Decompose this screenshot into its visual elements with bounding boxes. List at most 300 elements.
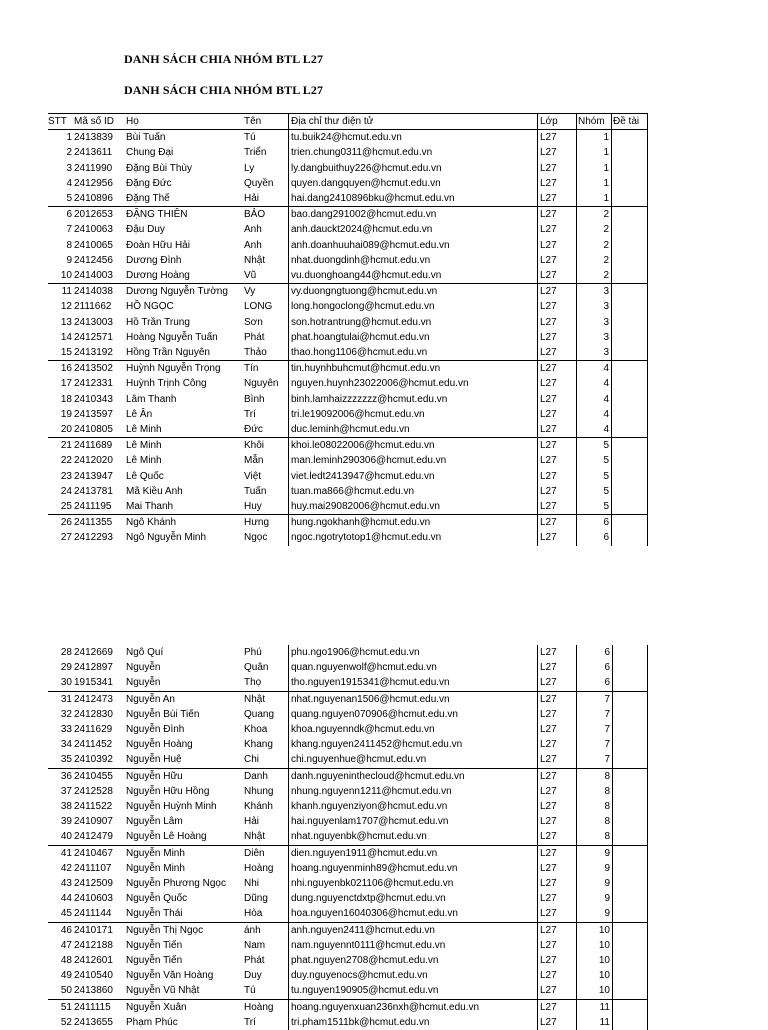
cell-email: nam.nguyennt0111@hcmut.edu.vn <box>289 938 538 953</box>
cell-ten: Vy <box>242 284 289 300</box>
cell-ten: Phát <box>244 955 265 967</box>
cell-email: khanh.nguyenziyon@hcmut.edu.vn <box>289 799 538 814</box>
table-row <box>48 330 648 345</box>
header-detai: Đề tài <box>612 114 648 130</box>
cell-ten: Nhật <box>244 831 266 843</box>
cell-id: 2411355 <box>72 515 124 531</box>
cell-ten: Vũ <box>244 270 257 282</box>
cell-detai <box>613 722 648 737</box>
cell-id: 2412571 <box>74 331 113 343</box>
cell-ten: Anh <box>244 224 262 236</box>
cell-id: 2411195 <box>74 501 112 513</box>
cell-stt: 13 <box>60 316 72 328</box>
table-row <box>48 861 648 876</box>
cell-stt: 16 <box>48 361 72 377</box>
cell-detai <box>613 675 648 691</box>
cell-email: phat.nguyen2708@hcmut.edu.vn <box>289 953 538 968</box>
cell-detai <box>612 515 648 531</box>
cell-lop: L27 <box>538 891 577 906</box>
cell-email: khoi.le08022006@hcmut.edu.vn <box>289 438 538 454</box>
cell-lop: L27 <box>538 361 577 377</box>
cell-nhom: 1 <box>577 145 612 160</box>
cell-lop: L27 <box>538 968 577 983</box>
cell-ho: HỒ NGỌC <box>126 301 174 313</box>
cell-id: 2413502 <box>72 361 124 377</box>
cell-detai <box>612 253 648 268</box>
cell-ho: Nguyễn <box>126 662 161 674</box>
header-ten: Tên <box>242 114 289 130</box>
cell-nhom: 9 <box>577 876 613 891</box>
cell-stt: 2 <box>66 147 72 159</box>
cell-ten: Nam <box>244 939 266 951</box>
cell-detai <box>613 752 648 768</box>
cell-lop: L27 <box>538 515 577 531</box>
cell-ho: Đặng Thế <box>126 193 170 205</box>
cell-email: hoang.nguyenxuan236nxh@hcmut.edu.vn <box>289 999 538 1015</box>
cell-ho: Lâm Thanh <box>126 393 177 405</box>
cell-ho: Lê Minh <box>126 455 162 467</box>
cell-ho: Nguyễn Thị Ngọc <box>124 922 242 938</box>
cell-ho: Nguyễn Văn Hoàng <box>126 970 214 982</box>
cell-lop: L27 <box>538 1015 577 1030</box>
cell-detai <box>612 392 648 407</box>
cell-email: danh.nguyeninthecloud@hcmut.edu.vn <box>289 768 538 784</box>
table-row <box>48 953 648 968</box>
cell-nhom: 5 <box>577 438 612 454</box>
table-row <box>48 675 648 691</box>
cell-id: 2410805 <box>74 424 113 436</box>
cell-nhom: 9 <box>577 861 613 876</box>
cell-ho: Nguyễn Hoàng <box>126 739 193 751</box>
table-row <box>48 968 648 983</box>
cell-stt: 3 <box>66 162 72 174</box>
cell-nhom: 9 <box>577 845 613 861</box>
cell-detai <box>612 438 648 454</box>
cell-lop: L27 <box>538 722 577 737</box>
cell-ten: Việt <box>244 470 262 482</box>
cell-ho: Ngô Quí <box>126 647 164 658</box>
cell-id: 2412456 <box>74 254 113 266</box>
cell-lop: L27 <box>538 268 577 284</box>
cell-id: 2413781 <box>74 485 113 497</box>
cell-nhom: 5 <box>577 469 612 484</box>
cell-ten: Nguyên <box>244 378 279 390</box>
cell-detai <box>613 1015 648 1030</box>
cell-email: anh.doanhuuhai089@hcmut.edu.vn <box>289 238 538 253</box>
cell-stt: 40 <box>60 831 72 843</box>
cell-detai <box>612 484 648 499</box>
cell-id: 2412956 <box>74 177 113 189</box>
cell-ho: Nguyễn Thái <box>126 908 183 920</box>
cell-email: hoa.nguyen16040306@hcmut.edu.vn <box>289 906 538 922</box>
cell-stt: 14 <box>60 331 72 343</box>
cell-ho: Hồ Trần Trung <box>126 316 190 328</box>
cell-ho: Ngô Khánh <box>124 515 242 531</box>
cell-stt: 4 <box>66 177 72 189</box>
cell-nhom: 5 <box>577 484 612 499</box>
cell-nhom: 2 <box>577 222 612 237</box>
header-id: Mã số ID <box>72 114 124 130</box>
cell-ten: Nhật <box>242 691 289 707</box>
cell-nhom: 3 <box>577 299 612 314</box>
cell-email: quang.nguyen070906@hcmut.edu.vn <box>289 707 538 722</box>
cell-detai <box>612 238 648 253</box>
cell-nhom: 7 <box>577 752 613 768</box>
cell-lop: L27 <box>538 345 577 361</box>
cell-id: 2412473 <box>72 691 124 707</box>
cell-stt: 25 <box>60 501 72 513</box>
cell-email: son.hotrantrung@hcmut.edu.vn <box>289 315 538 330</box>
cell-email: phu.ngo1906@hcmut.edu.vn <box>289 645 538 660</box>
cell-detai <box>612 330 648 345</box>
cell-nhom: 7 <box>577 707 613 722</box>
group-table-page-2 <box>48 645 648 1030</box>
cell-email: dung.nguyenctdxtp@hcmut.edu.vn <box>289 891 538 906</box>
cell-nhom: 4 <box>577 361 612 377</box>
table-row <box>48 191 648 207</box>
cell-email: man.leminh290306@hcmut.edu.vn <box>289 453 538 468</box>
cell-lop: L27 <box>538 707 577 722</box>
cell-nhom: 8 <box>577 784 613 799</box>
cell-ten: Phú <box>244 647 262 658</box>
cell-detai <box>613 814 648 829</box>
cell-id: 2413192 <box>74 347 113 359</box>
cell-ten: Hoàng <box>242 999 289 1015</box>
cell-stt: 27 <box>60 532 72 544</box>
cell-id: 2410063 <box>74 224 113 236</box>
cell-stt: 43 <box>60 878 72 890</box>
table-row <box>48 660 648 675</box>
cell-nhom: 10 <box>577 922 613 938</box>
cell-ho: ĐẶNG THIÊN <box>124 207 242 223</box>
cell-detai <box>613 691 648 707</box>
cell-ho: Dương Đình <box>126 254 182 266</box>
cell-id: 2412897 <box>74 662 113 674</box>
cell-email: khoa.nguyenndk@hcmut.edu.vn <box>289 722 538 737</box>
cell-ho: Dương Hoàng <box>126 270 190 282</box>
cell-lop: L27 <box>538 829 577 845</box>
cell-stt: 19 <box>60 408 72 420</box>
cell-ten: Nhật <box>244 254 266 266</box>
cell-lop: L27 <box>538 145 577 160</box>
cell-nhom: 6 <box>577 660 613 675</box>
cell-nhom: 11 <box>577 1015 613 1030</box>
cell-lop: L27 <box>538 938 577 953</box>
table-row <box>48 453 648 468</box>
cell-ho: Nguyễn Hữu <box>124 768 242 784</box>
cell-email: trien.chung0311@hcmut.edu.vn <box>289 145 538 160</box>
table-row <box>48 691 648 707</box>
cell-id: 2411107 <box>74 862 112 874</box>
cell-stt: 12 <box>60 301 72 313</box>
cell-nhom: 2 <box>577 207 612 223</box>
cell-nhom: 5 <box>577 499 612 515</box>
cell-detai <box>612 191 648 207</box>
cell-detai <box>612 469 648 484</box>
cell-stt: 39 <box>60 816 72 828</box>
cell-lop: L27 <box>538 191 577 207</box>
cell-nhom: 4 <box>577 376 612 391</box>
cell-email: vy.duongngtuong@hcmut.edu.vn <box>289 284 538 300</box>
cell-lop: L27 <box>538 660 577 675</box>
cell-ho: Nguyễn Quốc <box>126 893 188 905</box>
cell-nhom: 2 <box>577 268 612 284</box>
cell-nhom: 1 <box>577 176 612 191</box>
cell-id: 2412020 <box>74 455 113 467</box>
cell-detai <box>613 784 648 799</box>
table-row <box>48 799 648 814</box>
cell-detai <box>613 861 648 876</box>
cell-stt: 30 <box>60 677 72 689</box>
cell-ten: Danh <box>242 768 289 784</box>
table-row <box>48 284 648 300</box>
cell-ten: Thọ <box>244 677 262 689</box>
cell-ho: Đặng Bùi Thùy <box>126 162 192 174</box>
table-row <box>48 530 648 545</box>
table-row <box>48 253 648 268</box>
cell-detai <box>612 530 648 545</box>
cell-lop: L27 <box>538 222 577 237</box>
cell-lop: L27 <box>538 130 577 146</box>
cell-id: 2012653 <box>72 207 124 223</box>
table-row <box>48 392 648 407</box>
table-row <box>48 161 648 176</box>
cell-id: 2412601 <box>74 955 113 967</box>
cell-id: 2412293 <box>74 532 113 544</box>
cell-ho: Đặng Đức <box>126 177 172 189</box>
cell-nhom: 2 <box>577 253 612 268</box>
cell-ten: Quân <box>244 662 269 674</box>
cell-ten: Ngọc <box>244 532 268 544</box>
cell-ho: Nguyễn Lê Hoàng <box>126 831 207 843</box>
table-row <box>48 906 648 922</box>
cell-email: huy.mai29082006@hcmut.edu.vn <box>289 499 538 515</box>
cell-nhom: 2 <box>577 238 612 253</box>
table-row <box>48 422 648 438</box>
cell-email: anh.nguyen2411@hcmut.edu.vn <box>289 922 538 938</box>
cell-detai <box>613 707 648 722</box>
cell-email: nhat.nguyenbk@hcmut.edu.vn <box>289 829 538 845</box>
cell-email: long.hongoclong@hcmut.edu.vn <box>289 299 538 314</box>
cell-id: 2410540 <box>74 970 113 982</box>
cell-ho: Lê Minh <box>126 424 162 436</box>
table-row <box>48 722 648 737</box>
table-row <box>48 222 648 237</box>
cell-lop: L27 <box>538 176 577 191</box>
cell-stt: 42 <box>60 862 72 874</box>
cell-lop: L27 <box>538 253 577 268</box>
cell-stt: 6 <box>48 207 72 223</box>
cell-detai <box>613 876 648 891</box>
table-row <box>48 361 648 377</box>
cell-nhom: 10 <box>577 983 613 999</box>
cell-id: 2411689 <box>72 438 124 454</box>
table-row <box>48 176 648 191</box>
cell-id: 2410171 <box>72 922 124 938</box>
cell-ten: Thảo <box>244 347 267 359</box>
cell-detai <box>612 207 648 223</box>
cell-nhom: 4 <box>577 392 612 407</box>
cell-stt: 7 <box>66 224 72 236</box>
table-row <box>48 515 648 531</box>
cell-nhom: 7 <box>577 691 613 707</box>
cell-id: 2411144 <box>74 908 112 920</box>
cell-email: chi.nguyenhue@hcmut.edu.vn <box>289 752 538 768</box>
cell-ten: Triển <box>244 147 267 159</box>
cell-detai <box>612 361 648 377</box>
cell-detai <box>613 922 648 938</box>
cell-stt: 10 <box>60 270 72 282</box>
table-row <box>48 938 648 953</box>
cell-email: nhat.nguyenan1506@hcmut.edu.vn <box>289 691 538 707</box>
cell-ho: Nguyễn Hữu Hồng <box>126 785 210 797</box>
table-row <box>48 922 648 938</box>
cell-lop: L27 <box>538 238 577 253</box>
cell-ten: Tín <box>242 361 289 377</box>
cell-ho: Đoàn Hữu Hải <box>126 239 190 251</box>
cell-stt: 29 <box>60 662 72 674</box>
cell-stt: 9 <box>66 254 72 266</box>
cell-detai <box>613 906 648 922</box>
cell-stt: 17 <box>60 378 72 390</box>
cell-nhom: 8 <box>577 814 613 829</box>
cell-id: 2411452 <box>74 739 113 751</box>
cell-ho: Nguyễn Minh <box>126 862 185 874</box>
cell-stt: 31 <box>48 691 72 707</box>
cell-nhom: 3 <box>577 315 612 330</box>
cell-email: binh.lamhaizzzzzzz@hcmut.edu.vn <box>289 392 538 407</box>
cell-ho: Nguyễn <box>126 677 161 689</box>
cell-ho: Hoàng Nguyễn Tuấn <box>126 331 218 343</box>
cell-detai <box>613 891 648 906</box>
cell-nhom: 1 <box>577 161 612 176</box>
table-row <box>48 876 648 891</box>
cell-email: thao.hong1106@hcmut.edu.vn <box>289 345 538 361</box>
cell-ten: Bình <box>244 393 265 405</box>
cell-nhom: 10 <box>577 938 613 953</box>
table-row <box>48 130 648 146</box>
cell-nhom: 6 <box>577 530 612 545</box>
cell-detai <box>612 130 648 146</box>
cell-email: nguyen.huynh23022006@hcmut.edu.vn <box>289 376 538 391</box>
cell-email: dien.nguyen1911@hcmut.edu.vn <box>289 845 538 861</box>
cell-ten: Phát <box>244 331 265 343</box>
cell-id: 2411115 <box>72 999 124 1015</box>
cell-nhom: 4 <box>577 422 612 438</box>
cell-stt: 46 <box>48 922 72 938</box>
cell-ten: Mẫn <box>244 455 264 467</box>
cell-detai <box>613 968 648 983</box>
cell-lop: L27 <box>538 499 577 515</box>
cell-stt: 38 <box>60 801 72 813</box>
cell-ho: Ngô Nguyễn Minh <box>126 532 207 544</box>
cell-ho: Nguyễn Vũ Nhật <box>126 985 200 997</box>
cell-ho: Nguyễn Tiến <box>126 939 183 951</box>
cell-id: 2412331 <box>74 378 113 390</box>
cell-nhom: 9 <box>577 906 613 922</box>
cell-id: 2410343 <box>74 393 113 405</box>
cell-stt: 22 <box>60 455 72 467</box>
cell-lop: L27 <box>538 953 577 968</box>
cell-nhom: 3 <box>577 284 612 300</box>
cell-email: tuan.ma866@hcmut.edu.vn <box>289 484 538 499</box>
cell-lop: L27 <box>538 737 577 752</box>
cell-detai <box>613 845 648 861</box>
table-row <box>48 768 648 784</box>
cell-lop: L27 <box>538 315 577 330</box>
cell-ten: Hoàng <box>244 862 274 874</box>
cell-detai <box>612 499 648 515</box>
cell-detai <box>612 453 648 468</box>
cell-detai <box>612 161 648 176</box>
cell-ten: Tuấn <box>244 485 267 497</box>
cell-id: 2413839 <box>74 132 113 144</box>
cell-id: 2412830 <box>74 708 113 720</box>
cell-lop: L27 <box>538 438 577 454</box>
cell-id: 2410065 <box>74 239 113 251</box>
table-row <box>48 376 648 391</box>
cell-id: 2411522 <box>74 801 113 813</box>
cell-ten: LONG <box>244 301 273 313</box>
cell-lop: L27 <box>538 299 577 314</box>
cell-email: khang.nguyen2411452@hcmut.edu.vn <box>289 737 538 752</box>
table-row <box>48 145 648 160</box>
cell-id: 2410603 <box>74 893 113 905</box>
cell-email: quyen.dangquyen@hcmut.edu.vn <box>289 176 538 191</box>
cell-detai <box>612 422 648 438</box>
cell-lop: L27 <box>538 876 577 891</box>
cell-stt: 24 <box>60 485 72 497</box>
cell-detai <box>612 315 648 330</box>
cell-ten: Tú <box>244 985 256 997</box>
cell-email: tin.huynhbuhcmut@hcmut.edu.vn <box>289 361 538 377</box>
table-row <box>48 238 648 253</box>
cell-id: 2412528 <box>74 785 113 797</box>
cell-detai <box>613 737 648 752</box>
cell-detai <box>612 268 648 284</box>
table-row <box>48 845 648 861</box>
cell-detai <box>613 829 648 845</box>
cell-id: 2412669 <box>74 647 113 658</box>
cell-lop: L27 <box>538 799 577 814</box>
table-row <box>48 707 648 722</box>
cell-email: viet.ledt2413947@hcmut.edu.vn <box>289 469 538 484</box>
cell-ho: Nguyễn Huỳnh Minh <box>126 801 217 813</box>
cell-ten: Trí <box>244 1016 256 1028</box>
header-email: Địa chỉ thư điện tử <box>289 114 538 130</box>
group-table-page-1 <box>48 113 648 546</box>
cell-id: 2414038 <box>72 284 124 300</box>
table-row <box>48 299 648 314</box>
cell-nhom: 10 <box>577 953 613 968</box>
cell-id: 2413655 <box>74 1016 113 1028</box>
cell-nhom: 6 <box>577 675 613 691</box>
cell-email: hai.dang2410896bku@hcmut.edu.vn <box>289 191 538 207</box>
cell-stt: 33 <box>60 724 72 736</box>
cell-lop: L27 <box>538 845 577 861</box>
table-row <box>48 1015 648 1030</box>
cell-id: 2411990 <box>74 162 113 174</box>
cell-lop: L27 <box>538 784 577 799</box>
cell-detai <box>613 999 648 1015</box>
cell-id: 2410896 <box>74 193 113 205</box>
cell-ho: Huỳnh Trịnh Công <box>126 378 207 390</box>
cell-ten: BẢO <box>242 207 289 223</box>
cell-nhom: 6 <box>577 645 613 660</box>
cell-id: 2412479 <box>74 831 113 843</box>
cell-detai <box>613 983 648 999</box>
cell-stt: 34 <box>60 739 72 751</box>
